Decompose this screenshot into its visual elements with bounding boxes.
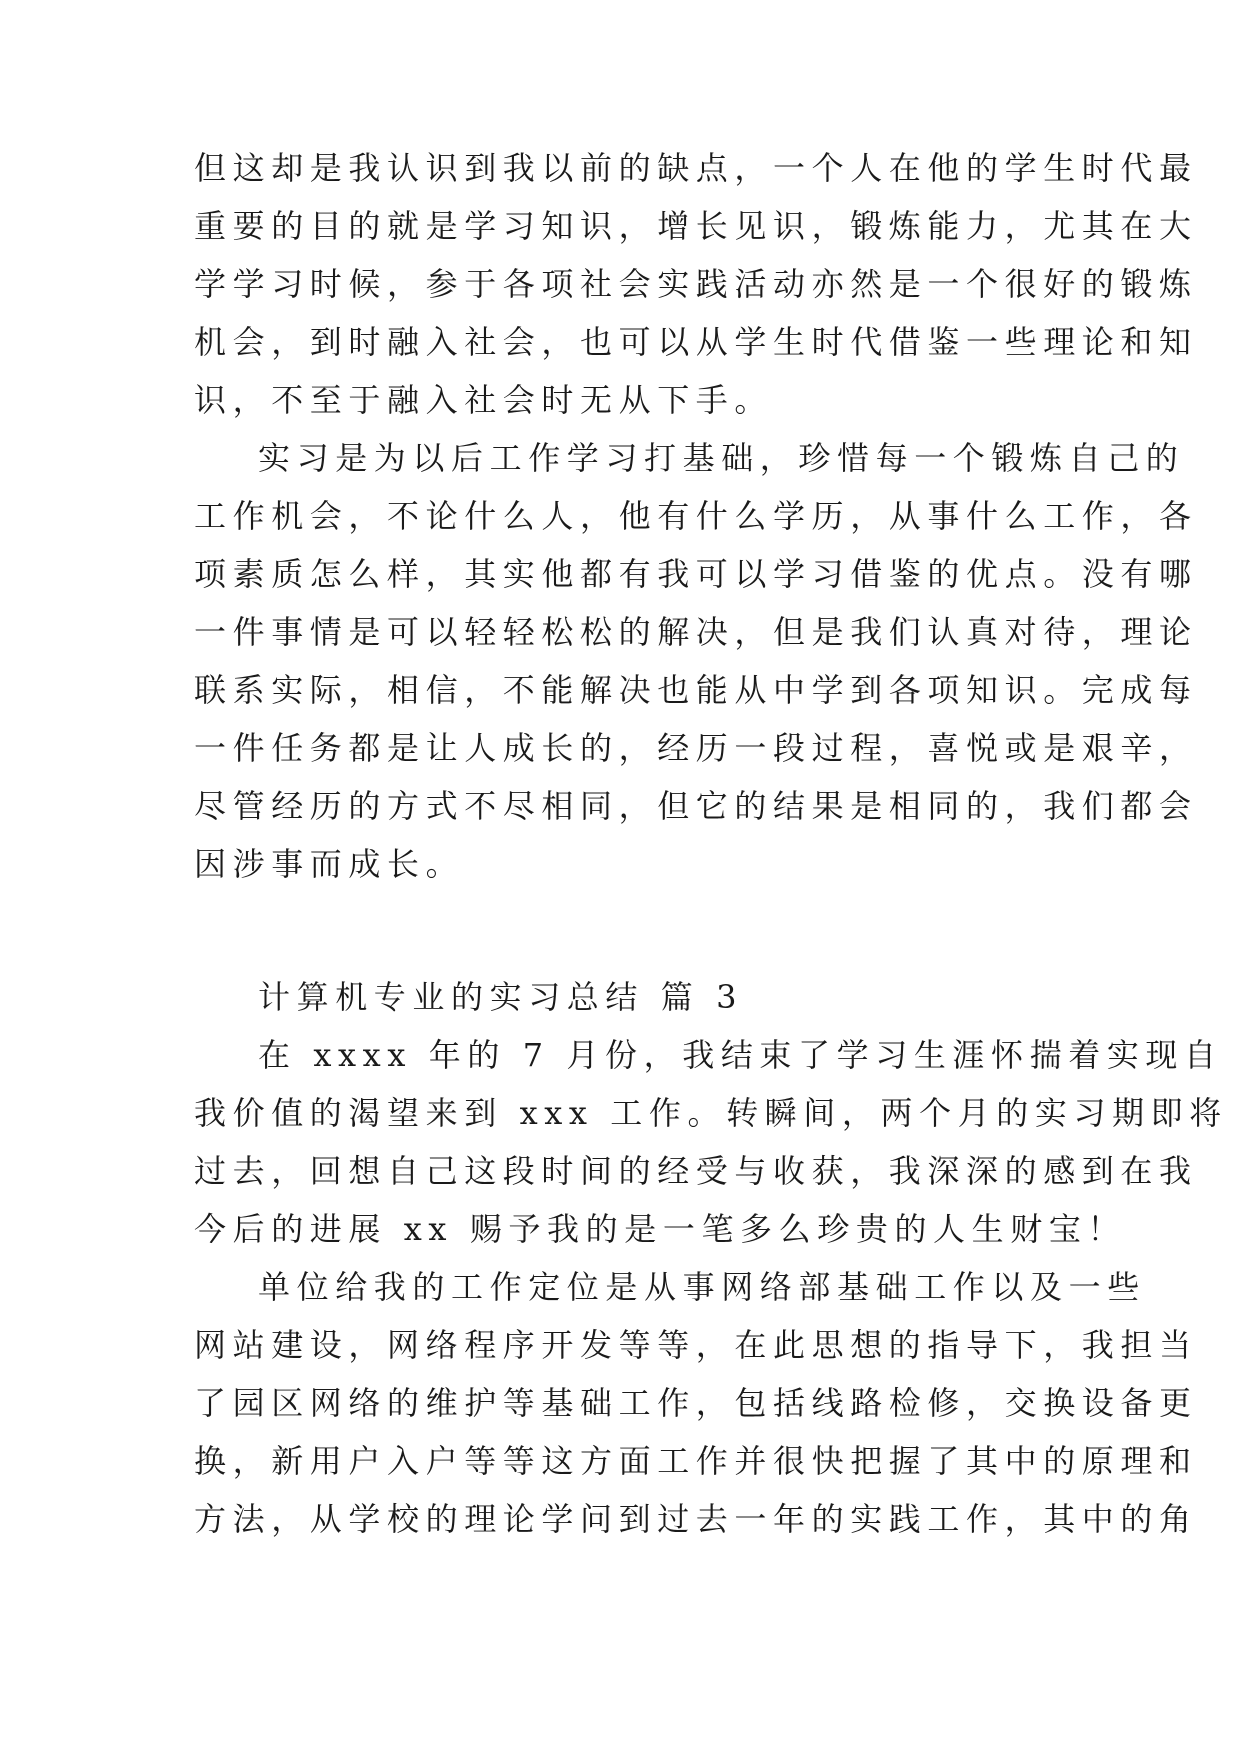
paragraph-start-line: 在 xxxx 年的 7 月份，我结束了学习生涯怀揣着实现自	[258, 1036, 1223, 1074]
text-line: 方法，从学校的理论学问到过去一年的实践工作，其中的角	[194, 1500, 1198, 1538]
text-line: 重要的目的就是学习知识，增长见识，锻炼能力，尤其在大	[194, 207, 1198, 245]
text-line: 但这却是我认识到我以前的缺点，一个人在他的学生时代最	[194, 149, 1198, 187]
text-line: 一件任务都是让人成长的，经历一段过程，喜悦或是艰辛，	[194, 729, 1198, 767]
text-line: 联系实际，相信，不能解决也能从中学到各项知识。完成每	[194, 671, 1198, 709]
paragraph-start-line: 单位给我的工作定位是从事网络部基础工作以及一些	[258, 1268, 1146, 1306]
text-line: 我价值的渴望来到 xxx 工作。转瞬间，两个月的实习期即将	[194, 1094, 1228, 1132]
text-line: 一件事情是可以轻轻松松的解决，但是我们认真对待，理论	[194, 613, 1198, 651]
text-line: 网站建设，网络程序开发等等，在此思想的指导下，我担当	[194, 1326, 1198, 1364]
text-line: 因涉事而成长。	[194, 845, 465, 883]
text-line: 今后的进展 xx 赐予我的是一笔多么珍贵的人生财宝！	[194, 1210, 1127, 1248]
text-line: 机会，到时融入社会，也可以从学生时代借鉴一些理论和知	[194, 323, 1198, 361]
paragraph-start-line: 实习是为以后工作学习打基础，珍惜每一个锻炼自己的	[258, 439, 1185, 477]
text-line: 过去，回想自己这段时间的经受与收获，我深深的感到在我	[194, 1152, 1198, 1190]
text-line: 了园区网络的维护等基础工作，包括线路检修，交换设备更	[194, 1384, 1198, 1422]
text-line: 尽管经历的方式不尽相同，但它的结果是相同的，我们都会	[194, 787, 1198, 825]
text-line: 工作机会，不论什么人，他有什么学历，从事什么工作，各	[194, 497, 1198, 535]
text-line: 换，新用户入户等等这方面工作并很快把握了其中的原理和	[194, 1442, 1198, 1480]
text-line: 学学习时候，参于各项社会实践活动亦然是一个很好的锻炼	[194, 265, 1198, 303]
text-line: 识，不至于融入社会时无从下手。	[194, 381, 774, 419]
section-heading: 计算机专业的实习总结 篇 3	[258, 978, 744, 1016]
text-line: 项素质怎么样，其实他都有我可以学习借鉴的优点。没有哪	[194, 555, 1198, 593]
